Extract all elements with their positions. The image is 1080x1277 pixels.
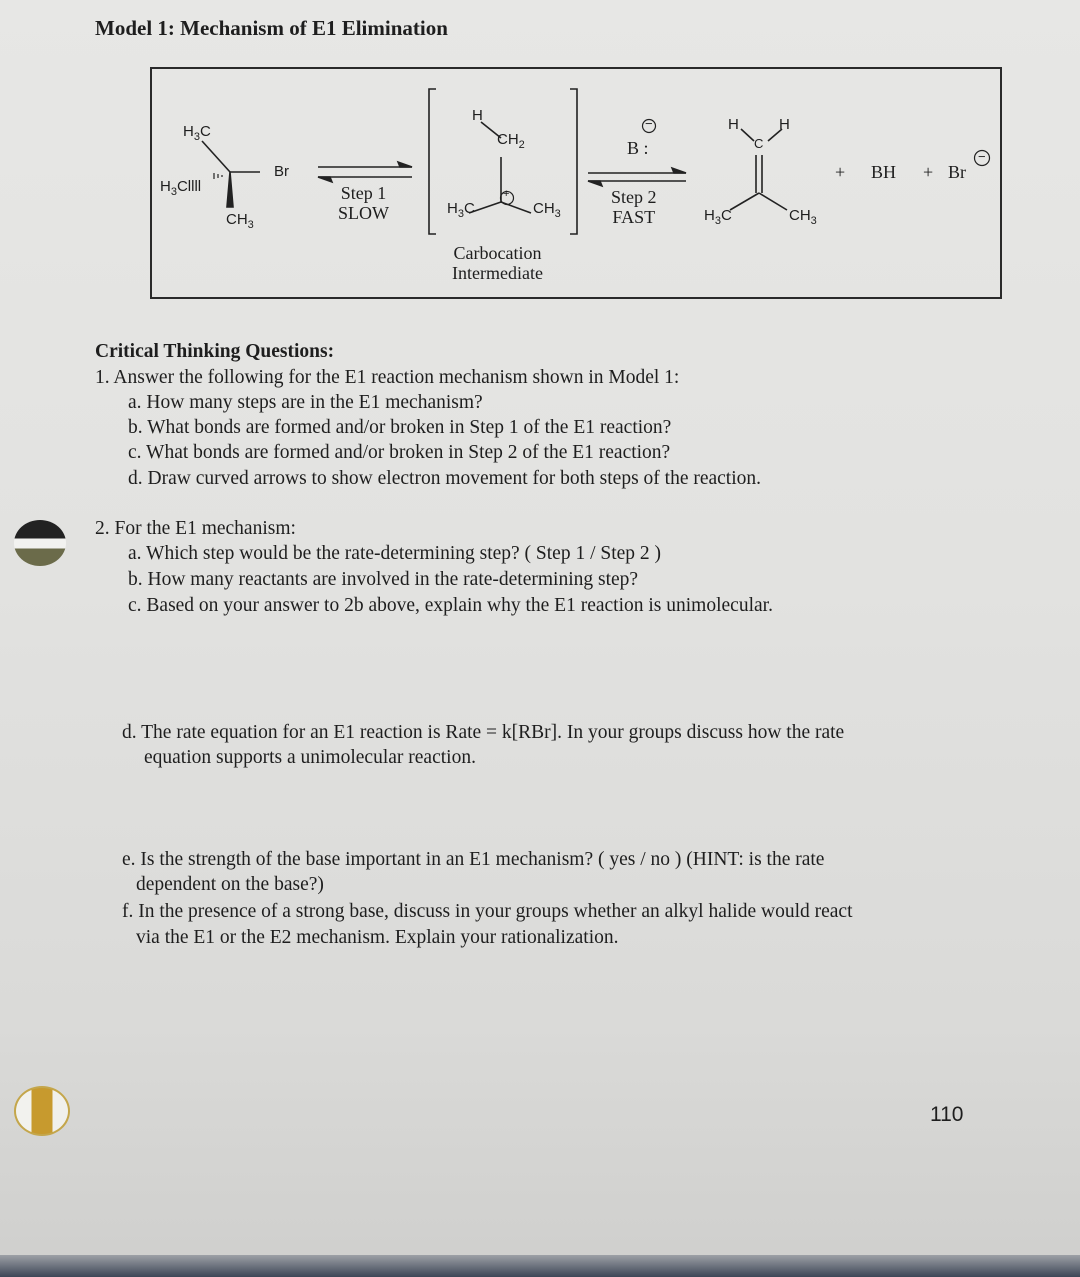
step1-equilibrium-arrows [318, 162, 412, 182]
binder-hole-top [14, 520, 66, 566]
product-h-right: H [779, 116, 790, 133]
q2-a: a. Which step would be the rate-determining step? ( Step 1 / Step 2 ) [128, 543, 662, 564]
plus-sign-1: + [835, 162, 846, 182]
q2-e-line1: e. Is the strength of the base important in an E1 mechanism? ( yes / no ) (HINT: is the rate [122, 849, 825, 870]
base-charge: − [645, 116, 653, 131]
product-h-left: H [728, 116, 739, 133]
page-number: 110 [930, 1103, 964, 1126]
q2-d-line1: d. The rate equation for an E1 reaction is Rate = k[RBr]. In your groups discuss how the rate [122, 722, 845, 743]
mechanism-diagram [150, 67, 1000, 297]
q2-b: b. How many reactants are involved in the rate-determining step? [128, 569, 639, 590]
intermediate-h: H [472, 107, 483, 124]
q2-f-line1: f. In the presence of a strong base, discuss in your groups whether an alkyl halide would react [122, 901, 853, 922]
reactant-skeleton [202, 141, 260, 207]
step2-arrows [588, 168, 686, 186]
q2-d-line2: equation supports a unimolecular reaction. [144, 747, 476, 768]
q2-stem: 2. For the E1 mechanism: [95, 518, 296, 539]
q1-d: d. Draw curved arrows to show electron movement for both steps of the reaction. [128, 468, 762, 489]
product-h3c: $H_3C$ [704, 207, 732, 227]
plus-sign-2: + [923, 162, 934, 182]
reactant-br: Br [274, 163, 289, 180]
binder-hole-bottom [14, 1086, 70, 1136]
intermediate-ch2: $CH_2$ [497, 131, 525, 151]
carbocation-charge: + [503, 188, 510, 200]
product-c: C [754, 136, 764, 151]
q1-a: a. How many steps are in the E1 mechanism? [128, 392, 483, 413]
q2-e-line2: dependent on the base?) [136, 874, 324, 895]
base-symbol: B : [627, 138, 649, 158]
questions-heading: Critical Thinking Questions: [95, 341, 335, 362]
bh-product: BH [871, 162, 897, 182]
bromide-charge: − [978, 149, 986, 164]
product-ch3: $CH_3$ [789, 207, 817, 227]
intermediate-ch3: $CH_3$ [533, 200, 561, 220]
model-title: Model 1: Mechanism of E1 Elimination [95, 16, 448, 40]
carbocation-caption: Carbocation Intermediate [452, 243, 543, 283]
bromide-product: Br [948, 162, 966, 182]
q1-b: b. What bonds are formed and/or broken in Step 1 of the E1 reaction? [128, 417, 672, 438]
q1-c: c. What bonds are formed and/or broken in Step 2 of the E1 reaction? [128, 442, 671, 463]
q1-stem: 1. Answer the following for the E1 reaction mechanism shown in Model 1: [95, 367, 680, 388]
q2-c: c. Based on your answer to 2b above, explain why the E1 reaction is unimolecular. [128, 595, 773, 616]
reactant-h3c-left: $H_3Cllll$ [160, 178, 202, 198]
reactant-ch3: $CH_3$ [226, 211, 254, 231]
q2-f-line2: via the E1 or the E2 mechanism. Explain your rationalization. [136, 927, 619, 948]
intermediate-h3c: $H_3C$ [447, 200, 475, 220]
reactant-h3c-top: $H_3C$ [183, 123, 211, 143]
step1-label: Step 1 SLOW [338, 183, 389, 223]
desk-edge [0, 1255, 1080, 1277]
step2-label: Step 2 FAST [611, 187, 657, 227]
reactant-hash-bond [214, 173, 222, 179]
